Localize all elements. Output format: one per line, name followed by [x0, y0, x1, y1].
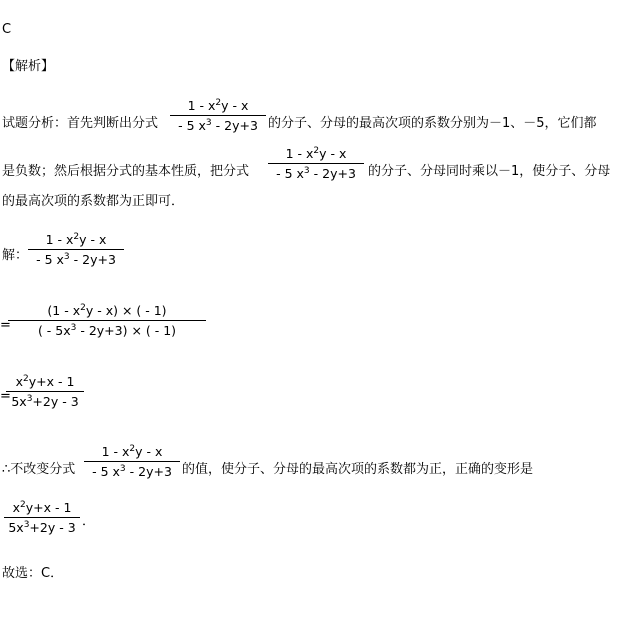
- answer-letter: C: [2, 22, 12, 37]
- analysis-text-1: 的分子、分母的最高次项的系数分别为－1、－5，它们都: [268, 116, 597, 131]
- fraction-numerator: $1 - x^2y$ - x: [187, 98, 249, 113]
- fraction-numerator: $1 - x^2y$ - x: [45, 232, 107, 247]
- fraction-numerator: $x^2y+x - 1$: [12, 500, 72, 515]
- conclusion-end-dot: ．: [82, 514, 96, 529]
- fraction-numerator: $x^2y+x - 1$: [15, 374, 75, 389]
- final-answer: 故选：C．: [2, 566, 64, 581]
- fraction-denominator: $5x^3+2y - 3$: [8, 520, 76, 535]
- fraction-denominator: ( - $5x^3 - 2y+3$) × ( - 1): [37, 323, 177, 338]
- fraction-denominator: - 5 $x^3 - 2y+3$: [36, 252, 116, 267]
- fraction-numerator: $1 - x^2y$ - x: [285, 146, 347, 161]
- fraction-expression-2: [268, 146, 364, 181]
- fraction-step-1: [28, 232, 124, 267]
- analysis-line3: 的最高次项的系数都为正即可．: [2, 194, 185, 209]
- conclusion-mid: 的值，使分子、分母的最高次项的系数都为正，正确的变形是: [182, 462, 534, 477]
- equals-sign-1: =: [0, 318, 11, 333]
- analysis-label: 试题分析：首先判断出分式: [2, 116, 159, 131]
- fraction-numerator: $(1 - x^2y - x)$ × ( - 1): [47, 303, 167, 318]
- equals-sign-2: =: [0, 389, 11, 404]
- fraction-denominator: $5x^3+2y - 3$: [11, 394, 79, 409]
- solution-label: 解：: [2, 248, 29, 263]
- fraction-step-2: [8, 303, 206, 338]
- fraction-result: [4, 500, 80, 535]
- fraction-denominator: - 5 $x^3 - 2y+3$: [276, 166, 356, 181]
- fraction-numerator: $1 - x^2y$ - x: [101, 444, 163, 459]
- analysis-line2-start: 是负数；然后根据分式的基本性质，把分式: [2, 164, 250, 179]
- fraction-expression-1: [170, 98, 266, 133]
- fraction-denominator: - 5 $x^3 - 2y+3$: [92, 464, 172, 479]
- analysis-text-2: 的分子、分母同时乘以－1，使分子、分母: [368, 164, 611, 179]
- fraction-denominator: - 5 $x^3 - 2y+3$: [178, 118, 258, 133]
- fraction-conclusion: [84, 444, 180, 479]
- fraction-step-3: [6, 374, 84, 409]
- section-header: 【解析】: [2, 59, 55, 74]
- conclusion-start: ∴不改变分式: [2, 462, 76, 477]
